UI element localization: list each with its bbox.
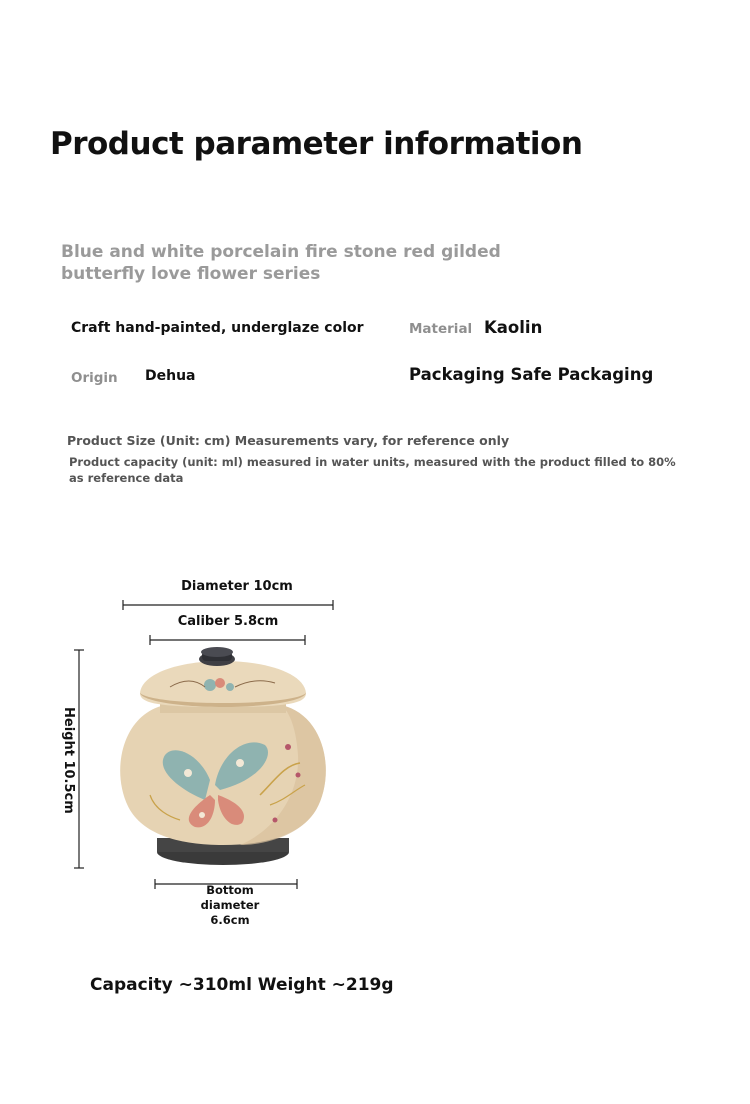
height-dimension-line <box>74 650 84 868</box>
packaging-value: Packaging Safe Packaging <box>409 365 654 384</box>
page-title: Product parameter information <box>50 126 583 162</box>
bottom-dimension-line <box>155 879 297 889</box>
height-label: Height 10.5cm <box>61 706 76 814</box>
series-title: Blue and white porcelain fire stone red gilded butterfly love flower series <box>61 242 501 284</box>
material-label: Material <box>409 321 473 337</box>
caliber-dimension-line <box>150 635 305 645</box>
caliber-label: Caliber 5.8cm <box>177 614 279 629</box>
origin-value: Dehua <box>145 368 196 384</box>
diameter-label: Diameter 10cm <box>181 579 293 594</box>
bottom-label: Bottom diameter 6.6cm <box>200 883 260 927</box>
origin-label: Origin <box>71 370 118 386</box>
jar-icon <box>120 647 326 865</box>
size-note: Product Size (Unit: cm) Measurements vary, for reference only <box>67 433 510 448</box>
diameter-dimension-line <box>123 600 333 610</box>
craft-value: Craft hand-painted, underglaze color <box>71 320 364 336</box>
jar-illustration <box>60 595 360 895</box>
capacity-weight: Capacity ~310ml Weight ~219g <box>90 975 394 995</box>
capacity-note: Product capacity (unit: ml) measured in water units, measured with the product filled to 80% as reference data <box>69 455 676 485</box>
material-value: Kaolin <box>484 318 543 337</box>
